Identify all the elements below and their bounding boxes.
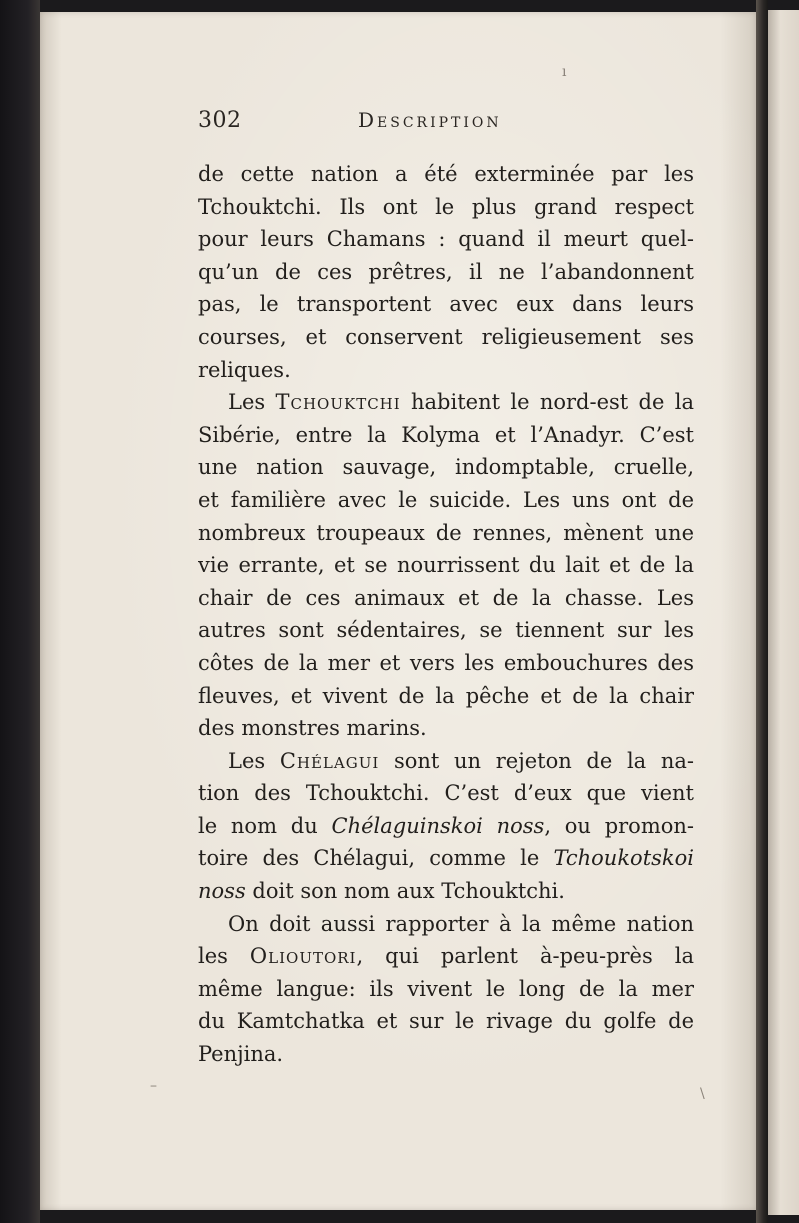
- text-segment: pour leurs Chamans : quand il meurt quel-: [198, 227, 694, 252]
- text-segment: fleuves, et vivent de la pêche et de la chair: [198, 683, 694, 708]
- text-line: [198, 647, 694, 680]
- text-segment: Les: [228, 390, 276, 415]
- text-segment: côtes de la mer et vers les embouchures des: [198, 650, 694, 675]
- running-head-title: Description: [358, 108, 502, 132]
- small-caps-name: Chélagui: [279, 748, 380, 773]
- text-line: [198, 288, 694, 321]
- text-line: [198, 875, 694, 908]
- text-line: [198, 419, 694, 452]
- text-segment: les: [198, 944, 250, 969]
- text-segment: de cette nation a été exterminée par les: [198, 162, 694, 186]
- text-segment: une nation sauvage, indomptable, cruelle,: [198, 455, 694, 480]
- text-segment: Tchouktchi. Ils ont le plus grand respect: [198, 194, 694, 219]
- text-line: [198, 256, 694, 289]
- text-segment: du Kamtchatka et sur le rivage du golfe de: [198, 1009, 694, 1034]
- text-line: [198, 842, 694, 875]
- text-segment: tion des Tchouktchi. C’est d’eux que vient: [198, 781, 694, 806]
- text-line: [198, 745, 694, 778]
- text-line: [198, 321, 694, 354]
- text-line: [198, 908, 694, 941]
- text-line: [198, 549, 694, 582]
- text-segment: des monstres marins.: [198, 716, 427, 741]
- text-segment: même langue: ils vivent le long de la mer: [198, 976, 694, 1001]
- small-caps-name: Olioutori: [249, 944, 357, 969]
- text-segment: habitent le nord-est de la: [400, 390, 694, 415]
- text-line: [198, 614, 694, 647]
- text-line: [198, 517, 694, 550]
- italic-term: Chélaguinskoi noss: [331, 813, 545, 838]
- body-text: [198, 158, 694, 1071]
- text-segment: reliques.: [198, 357, 291, 382]
- text-segment: et familière avec le suicide. Les uns ont de: [198, 487, 694, 512]
- text-segment: qu’un de ces prêtres, il ne l’abandonnent: [198, 259, 694, 284]
- text-segment: Les: [228, 748, 280, 773]
- text-segment: sont un rejeton de la na-: [379, 748, 694, 773]
- text-segment: autres sont sédentaires, se tiennent sur les: [198, 618, 694, 643]
- text-line: [198, 1038, 694, 1071]
- text-line: [198, 451, 694, 484]
- text-segment: doit son nom aux Tchouktchi.: [245, 879, 565, 904]
- book-fold: [756, 0, 768, 1223]
- text-line: [198, 191, 694, 224]
- paper-speck: –: [150, 1078, 157, 1094]
- italic-term: noss: [198, 879, 246, 904]
- text-line: [198, 680, 694, 713]
- page-number: 302: [198, 108, 242, 133]
- text-segment: le nom du: [198, 813, 332, 838]
- italic-term: Tchoukotskoi: [553, 846, 694, 871]
- text-segment: vie errante, et se nourrissent du lait et de la: [198, 553, 694, 578]
- text-segment: On doit aussi rapporter à la même nation: [228, 911, 694, 936]
- text-line: [198, 810, 694, 843]
- text-line: [198, 777, 694, 810]
- paper-speck: ı: [562, 64, 567, 80]
- running-head: [198, 108, 698, 138]
- text-segment: nombreux troupeaux de rennes, mènent une: [198, 520, 694, 545]
- text-line: [198, 582, 694, 615]
- text-segment: , ou promon-: [544, 813, 694, 838]
- text-line: [198, 386, 694, 419]
- text-segment: toire des Chélagui, comme le: [198, 846, 554, 871]
- book-gutter-left: [0, 0, 40, 1223]
- paper-speck: \: [700, 1086, 705, 1102]
- text-line: [198, 158, 694, 191]
- text-line: [198, 1005, 694, 1038]
- text-line: [198, 973, 694, 1006]
- text-segment: chair de ces animaux et de la chasse. Les: [198, 585, 694, 610]
- text-segment: , qui parlent à-peu-près la: [356, 944, 694, 969]
- text-line: [198, 354, 694, 387]
- text-line: [198, 940, 694, 973]
- text-line: [198, 712, 694, 745]
- text-line: [198, 484, 694, 517]
- text-segment: courses, et conservent religieusement ses: [198, 324, 694, 349]
- text-line: [198, 223, 694, 256]
- text-segment: Penjina.: [198, 1042, 284, 1067]
- small-caps-name: Tchouktchi: [275, 390, 401, 415]
- text-segment: pas, le transportent avec eux dans leurs: [198, 292, 694, 317]
- text-segment: Sibérie, entre la Kolyma et l’Anadyr. C’est: [198, 422, 694, 447]
- facing-page-edge: [768, 10, 799, 1215]
